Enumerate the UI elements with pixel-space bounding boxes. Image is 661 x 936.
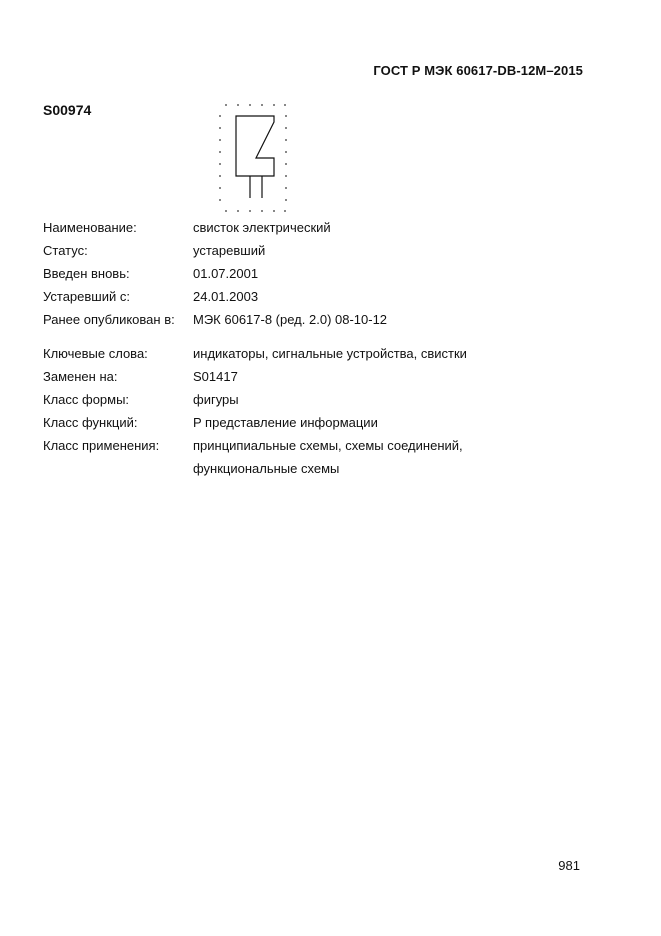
field-label: Заменен на: (43, 369, 118, 384)
field-value: МЭК 60617-8 (ред. 2.0) 08-10-12 (193, 312, 388, 327)
field-row-function-class (43, 411, 467, 434)
section-gap (43, 331, 467, 342)
field-row-replaced-by (43, 365, 467, 388)
field-value: индикаторы, сигнальные устройства, свистки (193, 346, 467, 361)
field-row-application-class (43, 434, 467, 457)
field-label: Наименование: (43, 220, 137, 235)
field-value: 24.01.2003 (193, 289, 259, 304)
field-label-empty (43, 457, 193, 480)
whistle-body (236, 116, 274, 176)
standard-designation: ГОСТ Р МЭК 60617-DB-12M–2015 (373, 63, 583, 78)
field-value: устаревший (193, 243, 266, 258)
field-value: функциональные схемы (193, 461, 340, 476)
field-label: Статус: (43, 243, 88, 258)
field-row-status (43, 239, 467, 262)
field-label: Класс формы: (43, 392, 130, 407)
field-row-introduced (43, 262, 467, 285)
page-number: 981 (558, 858, 580, 873)
field-label: Класс функций: (43, 415, 138, 430)
field-row-obsolete-since (43, 285, 467, 308)
field-value: S01417 (193, 369, 238, 384)
field-row-name (43, 216, 467, 239)
field-value: свисток электрический (193, 220, 331, 235)
field-label: Ключевые слова: (43, 346, 148, 361)
field-label: Класс применения: (43, 438, 160, 453)
field-label: Ранее опубликован в: (43, 312, 175, 327)
field-row-published-in (43, 308, 467, 331)
grid-dots (219, 104, 287, 212)
field-value: 01.07.2001 (193, 266, 259, 281)
field-value: P представление информации (193, 415, 378, 430)
field-value: принципиальные схемы, схемы соединений, (193, 438, 463, 453)
field-label: Устаревший с: (43, 289, 130, 304)
field-row-shape-class (43, 388, 467, 411)
field-row-application-class-continuation (43, 457, 467, 480)
field-value: фигуры (193, 392, 239, 407)
field-row-keywords (43, 342, 467, 365)
field-label: Введен вновь: (43, 266, 130, 281)
symbol-attributes (43, 216, 467, 480)
symbol-id: S00974 (43, 102, 92, 118)
electric-whistle-symbol-icon (218, 98, 294, 218)
